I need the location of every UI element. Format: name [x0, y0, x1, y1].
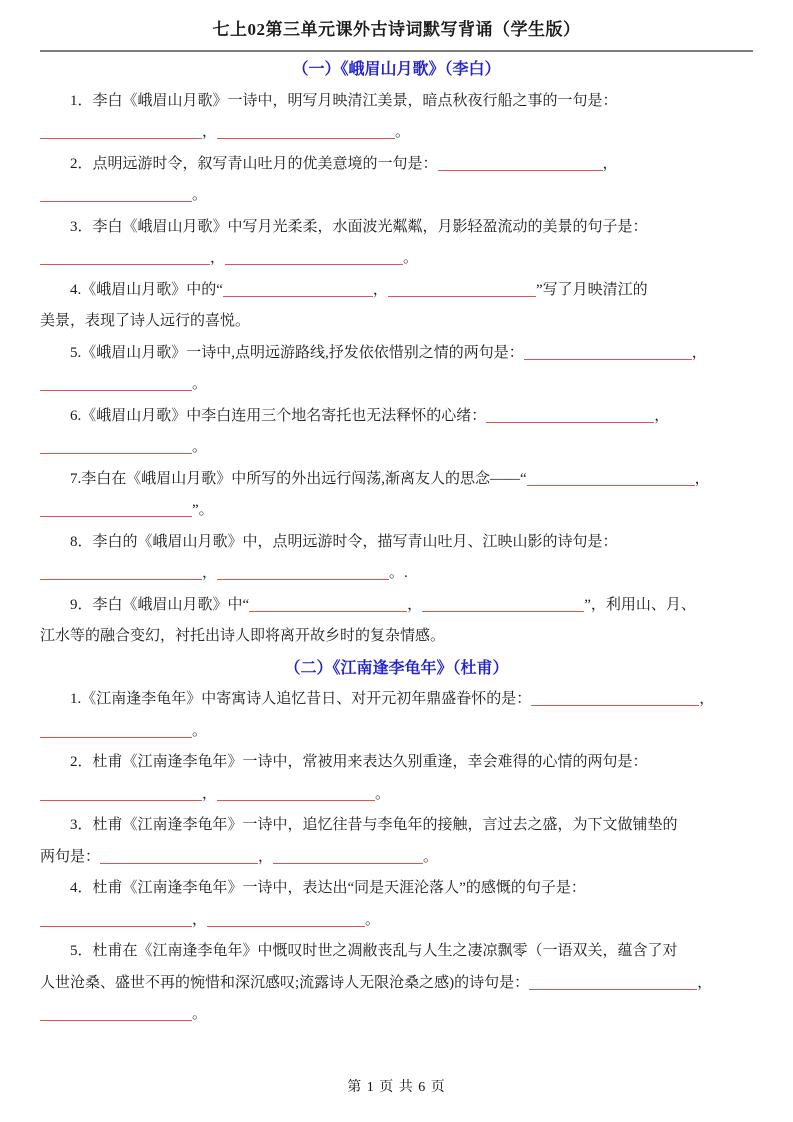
answer-blank[interactable] — [100, 850, 258, 864]
question-text: ， — [372, 281, 388, 298]
answer-blank[interactable] — [40, 566, 202, 580]
answer-blank[interactable] — [40, 1007, 192, 1021]
question-text: 。 — [192, 1006, 208, 1022]
question-text: ， — [602, 155, 618, 172]
answer-blank[interactable] — [40, 503, 192, 517]
section-heading: （二）《江南逢李龟年》（杜甫） — [284, 659, 509, 677]
question — [40, 275, 753, 338]
question — [40, 212, 753, 275]
question-text: 2．杜甫《江南逢李龟年》一诗中，常被用来表达久别重逢，幸会难得的心情的两句是： — [70, 754, 648, 770]
answer-blank[interactable] — [207, 913, 365, 927]
question — [40, 527, 753, 590]
question-text: 。 — [403, 250, 419, 266]
question-text: ， — [691, 344, 707, 361]
answer-blank[interactable] — [225, 251, 403, 265]
answer-blank[interactable] — [531, 692, 699, 706]
answer-blank[interactable] — [223, 283, 373, 297]
question-text: 。 — [375, 785, 391, 802]
question — [40, 936, 753, 1031]
question-text: 3．李白《峨眉山月歌》中写月光柔柔，水面波光粼粼，月影轻盈流动的美景的句子是： — [70, 218, 648, 235]
answer-blank[interactable] — [524, 346, 692, 360]
question-text: 5．杜甫在《江南逢李龟年》中慨叹时世之凋敝丧乱与人生之凄凉飘零（一语双关，蕴含了对 — [70, 943, 678, 959]
question — [40, 401, 753, 464]
question-text: ， — [258, 848, 274, 865]
question-text: ， — [694, 470, 710, 487]
question — [40, 86, 753, 149]
question-text: 。. — [389, 565, 408, 581]
question-text: 。 — [192, 187, 208, 203]
answer-blank[interactable] — [438, 157, 603, 171]
question-text: 1.《江南逢李龟年》中寄寓诗人追忆昔日、对开元初年鼎盛眷怀的是： — [70, 691, 532, 707]
answer-blank[interactable] — [40, 125, 202, 139]
question — [40, 464, 753, 527]
question-text: ， — [697, 974, 713, 991]
question-text: 8．李白的《峨眉山月歌》中，点明远游时令，描写青山吐月、江映山影的诗句是： — [70, 533, 618, 550]
question-text: ， — [202, 785, 218, 802]
answer-blank[interactable] — [249, 598, 407, 612]
answer-blank[interactable] — [40, 251, 210, 265]
question-text: ， — [210, 250, 226, 266]
answer-blank[interactable] — [273, 850, 423, 864]
question-text: 。 — [423, 848, 439, 865]
answer-blank[interactable] — [40, 440, 192, 454]
question-text: 1．李白《峨眉山月歌》一诗中，明写月映清江美景，暗点秋夜行船之事的一句是： — [70, 92, 618, 109]
question-text: 5.《峨眉山月歌》一诗中,点明远游路线,抒发依依惜别之情的两句是： — [70, 344, 524, 361]
question-text: 9．李白《峨眉山月歌》中“ — [70, 596, 250, 613]
question-text: 4．杜甫《江南逢李龟年》一诗中，表达出“同是天涯沦落人”的感慨的句子是： — [70, 880, 586, 896]
question — [40, 590, 753, 653]
question-text: ， — [654, 407, 670, 424]
answer-blank[interactable] — [486, 409, 654, 423]
page-footer: 第 1 页 共 6 页 — [347, 1080, 446, 1095]
question-text: 美景，表现了诗人远行的喜悦。 — [40, 313, 251, 329]
question — [40, 810, 753, 873]
question-text: 6.《峨眉山月歌》中李白连用三个地名寄托也无法释怀的心绪： — [70, 407, 487, 424]
answer-blank[interactable] — [422, 598, 584, 612]
question-text: ， — [202, 124, 218, 140]
answer-blank[interactable] — [388, 283, 536, 297]
question-text: 人世沧桑、盛世不再的惋惜和深沉感叹;流露诗人无限沧桑之感)的诗句是： — [40, 974, 530, 991]
question-text: 江水等的融合变幻，衬托出诗人即将离开故乡时的复杂情感。 — [40, 628, 446, 644]
question-text: 两句是： — [40, 848, 101, 865]
question-text: ”。 — [192, 502, 214, 518]
question-text: 7.李白在《峨眉山月歌》中所写的外出远行闯荡,渐离友人的思念——“ — [70, 470, 527, 487]
answer-blank[interactable] — [217, 125, 395, 139]
question — [40, 873, 753, 936]
answer-blank[interactable] — [217, 566, 389, 580]
question-text: ， — [192, 911, 208, 928]
question-text: ， — [202, 565, 218, 581]
question-text: 3．杜甫《江南逢李龟年》一诗中，追忆往昔与李龟年的接触，言过去之盛，为下文做铺垫的 — [70, 817, 678, 833]
question-text: 。 — [192, 722, 208, 739]
section-heading: （一）《峨眉山月歌》（李白） — [292, 61, 501, 78]
answer-blank[interactable] — [529, 976, 697, 990]
question-text: ”，利用山、月、 — [584, 596, 696, 613]
question-text: 。 — [192, 376, 208, 392]
sections — [40, 52, 753, 1031]
question-text: ， — [699, 691, 715, 707]
answer-blank[interactable] — [40, 188, 192, 202]
question-text: ”写了月映清江的 — [535, 281, 648, 298]
question-text: 。 — [395, 124, 411, 140]
answer-blank[interactable] — [527, 472, 695, 486]
question-text: 4.《峨眉山月歌》中的“ — [70, 281, 223, 298]
answer-blank[interactable] — [40, 913, 192, 927]
question — [40, 149, 753, 212]
document-title: 七上02第三单元课外古诗词默写背诵（学生版） — [212, 20, 581, 39]
answer-blank[interactable] — [40, 377, 192, 391]
question — [40, 338, 753, 401]
answer-blank[interactable] — [40, 787, 202, 801]
question-text: 。 — [192, 439, 208, 455]
question-text: 。 — [365, 911, 381, 928]
answer-blank[interactable] — [217, 787, 375, 801]
question — [40, 747, 753, 810]
question-text: 2．点明远游时令，叙写青山吐月的优美意境的一句是： — [70, 155, 438, 172]
answer-blank[interactable] — [40, 724, 192, 738]
question — [40, 684, 753, 747]
question-text: ， — [407, 596, 423, 613]
